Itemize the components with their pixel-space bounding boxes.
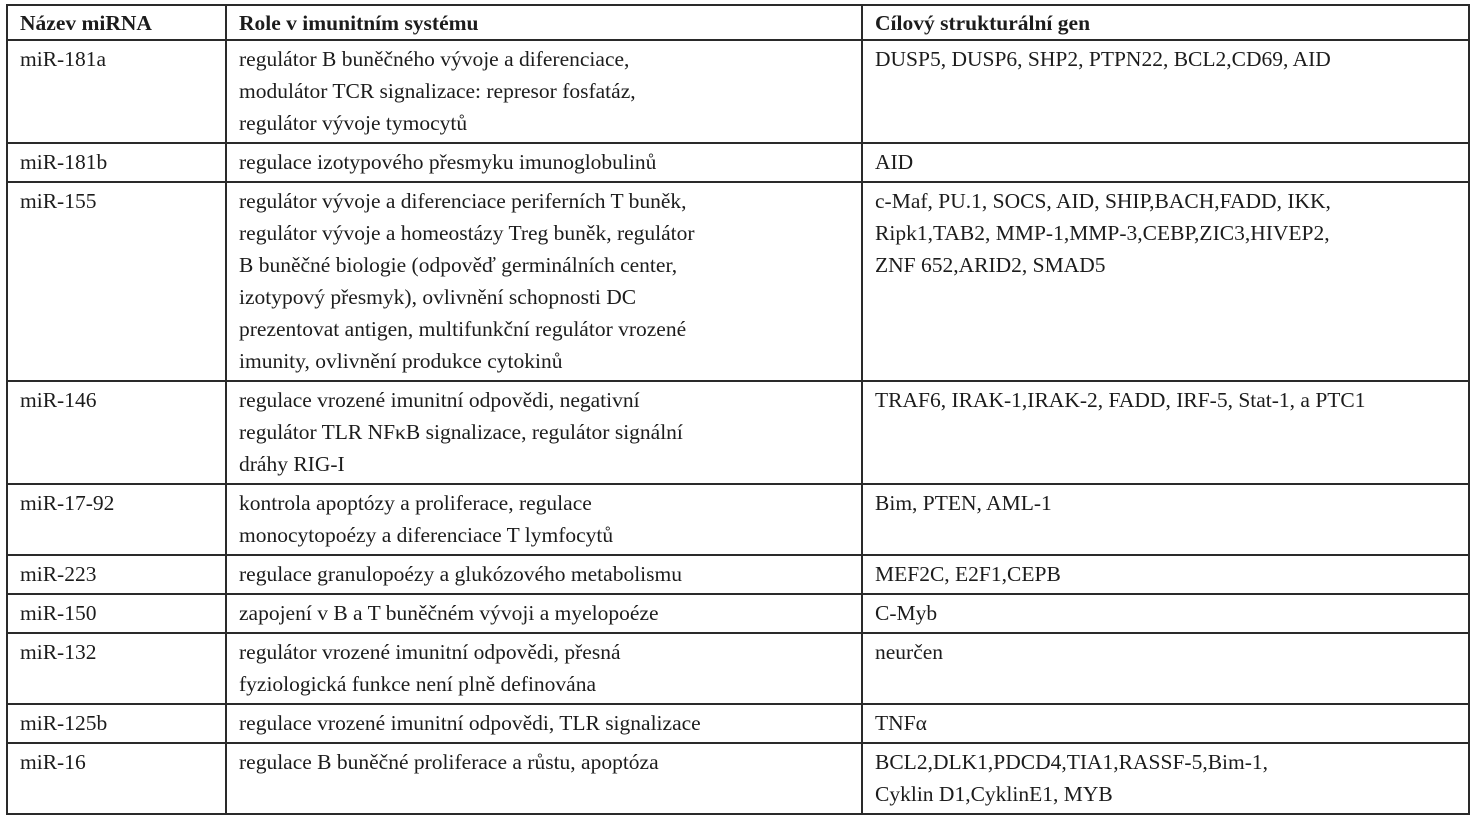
header-mirna-name: Název miRNA [7, 5, 226, 40]
table-row [7, 633, 1469, 704]
target-gene-cell [862, 182, 1469, 381]
immune-role-line: regulátor vývoje tymocytů [239, 111, 468, 135]
table-row [7, 381, 1469, 484]
target-gene-line: MEF2C, E2F1,CEPB [875, 562, 1061, 586]
table-row [7, 143, 1469, 182]
target-gene-line: TRAF6, IRAK-1,IRAK-2, FADD, IRF-5, Stat-1, a PTC1 [875, 388, 1366, 412]
immune-role-cell [226, 704, 862, 743]
mirna-name-cell: miR-16 [7, 743, 226, 814]
target-gene-line: c-Maf, PU.1, SOCS, AID, SHIP,BACH,FADD, IKK, [875, 189, 1331, 213]
target-gene-line: BCL2,DLK1,PDCD4,TIA1,RASSF-5,Bim-1, [875, 750, 1269, 774]
immune-role-line: B buněčné biologie (odpověď germinálních center, [239, 253, 678, 277]
target-gene-line: Ripk1,TAB2, MMP-1,MMP-3,CEBP,ZIC3,HIVEP2, [875, 221, 1330, 245]
target-gene-line: Cyklin D1,CyklinE1, MYB [875, 782, 1113, 806]
table-row [7, 704, 1469, 743]
immune-role-cell [226, 182, 862, 381]
target-gene-cell [862, 594, 1469, 633]
target-gene-line: TNFα [875, 711, 927, 735]
target-gene-cell [862, 484, 1469, 555]
immune-role-line: regulace B buněčné proliferace a růstu, apoptóza [239, 750, 659, 774]
mirna-name-cell: miR-155 [7, 182, 226, 381]
immune-role-cell [226, 40, 862, 143]
immune-role-cell [226, 743, 862, 814]
header-immune-role: Role v imunitním systému [226, 5, 862, 40]
immune-role-line: regulátor B buněčného vývoje a diferenciace, [239, 47, 630, 71]
mirna-table [6, 4, 1470, 815]
target-gene-line: AID [875, 150, 914, 174]
mirna-name-cell: miR-17-92 [7, 484, 226, 555]
table-row [7, 743, 1469, 814]
table-row [7, 40, 1469, 143]
immune-role-line: modulátor TCR signalizace: represor fosfatáz, [239, 79, 636, 103]
target-gene-cell [862, 40, 1469, 143]
target-gene-line: Bim, PTEN, AML-1 [875, 491, 1052, 515]
immune-role-cell [226, 594, 862, 633]
target-gene-cell [862, 743, 1469, 814]
immune-role-line: monocytopoézy a diferenciace T lymfocytů [239, 523, 614, 547]
immune-role-line: regulace granulopoézy a glukózového metabolismu [239, 562, 682, 586]
table-row [7, 594, 1469, 633]
immune-role-line: dráhy RIG-I [239, 452, 345, 476]
immune-role-line: prezentovat antigen, multifunkční regulátor vrozené [239, 317, 687, 341]
mirna-name-cell: miR-150 [7, 594, 226, 633]
immune-role-line: regulátor vývoje a diferenciace periferních T buněk, [239, 189, 687, 213]
table-body [7, 40, 1469, 814]
immune-role-cell [226, 484, 862, 555]
target-gene-cell [862, 633, 1469, 704]
target-gene-line: neurčen [875, 640, 944, 664]
immune-role-cell [226, 143, 862, 182]
mirna-name-cell: miR-125b [7, 704, 226, 743]
target-gene-cell [862, 143, 1469, 182]
immune-role-line: imunity, ovlivnění produkce cytokinů [239, 349, 563, 373]
immune-role-cell [226, 381, 862, 484]
immune-role-line: regulátor vývoje a homeostázy Treg buněk, regulátor [239, 221, 695, 245]
target-gene-cell [862, 381, 1469, 484]
target-gene-line: C-Myb [875, 601, 938, 625]
immune-role-line: regulátor TLR NFκB signalizace, regulátor signální [239, 420, 683, 444]
table-header-row [7, 5, 1469, 40]
header-target-gene: Cílový strukturální gen [862, 5, 1469, 40]
immune-role-line: regulace vrozené imunitní odpovědi, negativní [239, 388, 640, 412]
target-gene-line: DUSP5, DUSP6, SHP2, PTPN22, BCL2,CD69, AID [875, 47, 1331, 71]
immune-role-cell [226, 555, 862, 594]
table-row [7, 484, 1469, 555]
mirna-name-cell: miR-223 [7, 555, 226, 594]
mirna-name-cell: miR-132 [7, 633, 226, 704]
immune-role-line: zapojení v B a T buněčném vývoji a myelopoéze [239, 601, 659, 625]
immune-role-line: fyziologická funkce není plně definována [239, 672, 596, 696]
target-gene-line: ZNF 652,ARID2, SMAD5 [875, 253, 1106, 277]
target-gene-cell [862, 555, 1469, 594]
immune-role-line: regulace izotypového přesmyku imunoglobulinů [239, 150, 657, 174]
immune-role-line: regulace vrozené imunitní odpovědi, TLR signalizace [239, 711, 701, 735]
immune-role-line: regulátor vrozené imunitní odpovědi, přesná [239, 640, 621, 664]
target-gene-cell [862, 704, 1469, 743]
mirna-name-cell: miR-146 [7, 381, 226, 484]
mirna-name-cell: miR-181a [7, 40, 226, 143]
table-row [7, 182, 1469, 381]
table-row [7, 555, 1469, 594]
immune-role-line: izotypový přesmyk), ovlivnění schopnosti DC [239, 285, 637, 309]
immune-role-cell [226, 633, 862, 704]
immune-role-line: kontrola apoptózy a proliferace, regulace [239, 491, 592, 515]
mirna-name-cell: miR-181b [7, 143, 226, 182]
